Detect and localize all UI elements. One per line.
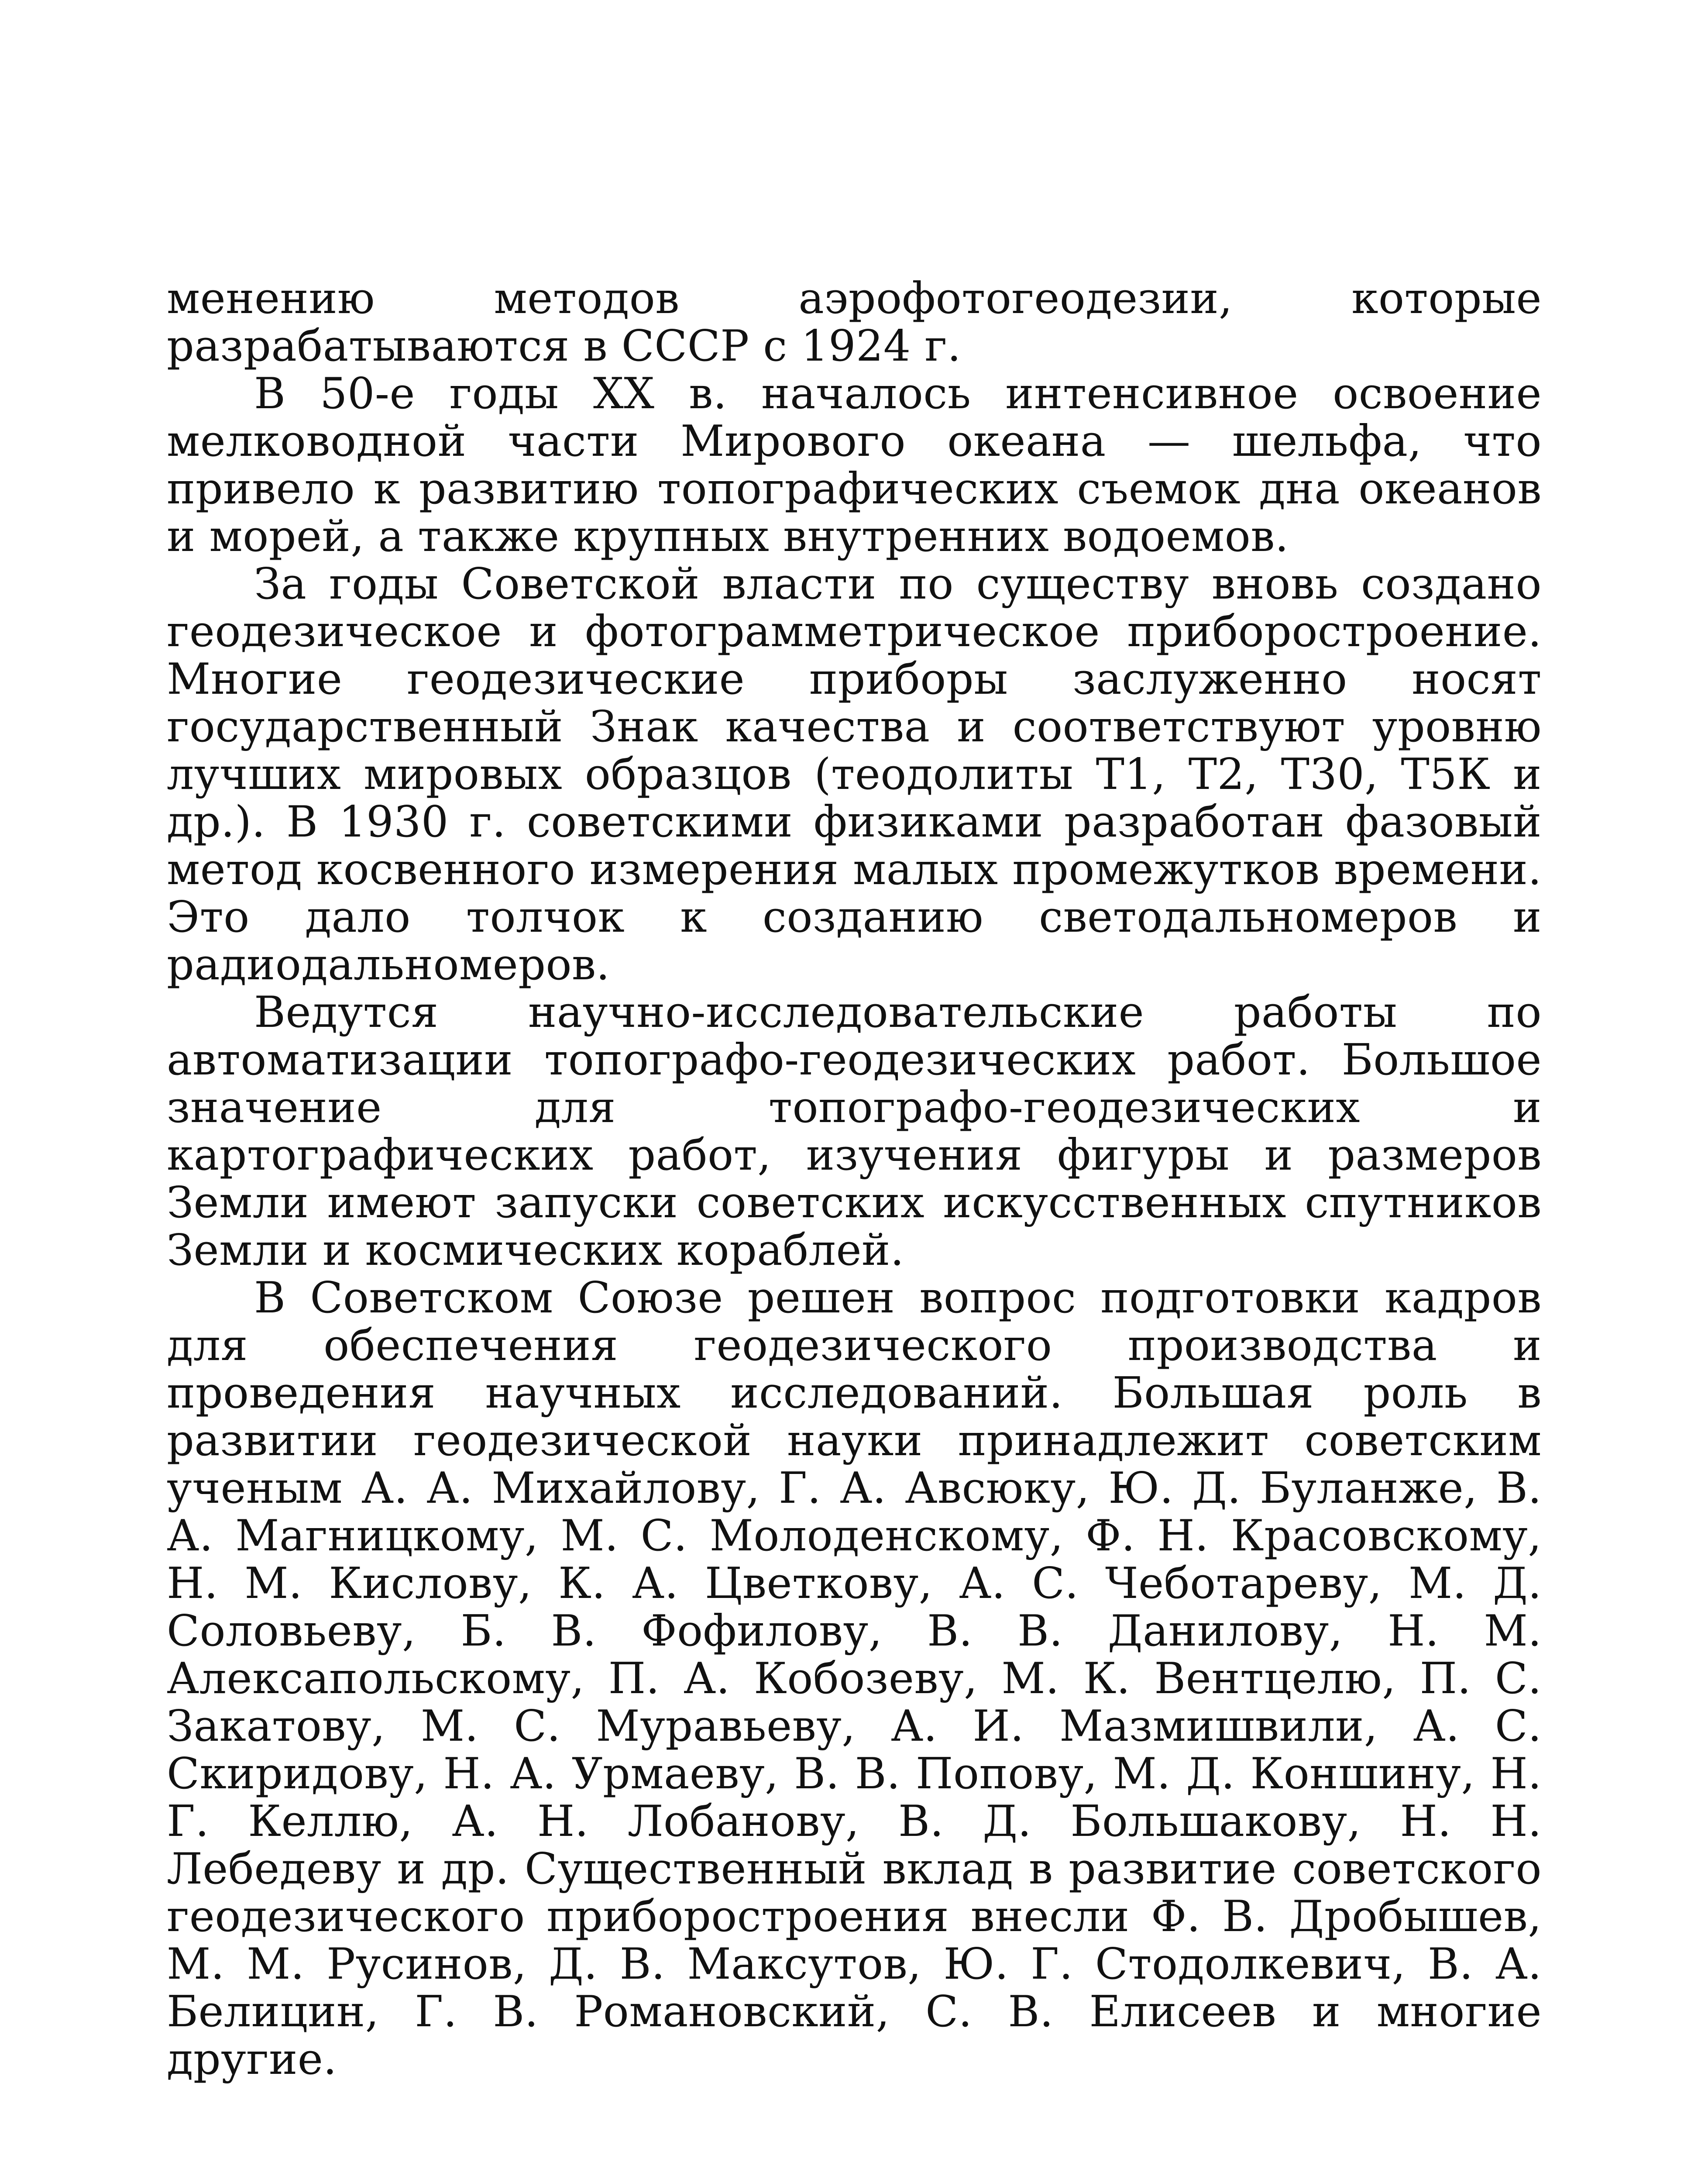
paragraph-continuation: менению методов аэрофотогеодезии, которые разрабатываются в СССР с 1924 г. xyxy=(167,274,1542,371)
paragraph-scientists: В Советском Союзе решен вопрос подготовки кадров для обеспечения геодезического производства и проведения научных исследований. Большая роль в развитии геодезической науки принадлежит советским ученым А. А. Михайлову, Г. А. Авсюку, Ю. Д. Буланже, В. А. Магницкому, М. С. Молоденскому, Ф. Н. Красовскому, Н. М. Кислову, К. А. Цветкову, А. С. Чеботареву, М. Д. Соловьеву, Б. В. Фофилову, В. В. Данилову, Н. М. Алексапольскому, П. А. Кобозеву, М. К. Вентцелю, П. С. Закатову, М. С. Муравьеву, А. И. Мазмишвили, А. С. Скиридову, Н. А. Урмаеву, В. В. Попову, М. Д. Коншину, Н. Г. Келлю, А. Н. Лобанову, В. Д. Большакову, Н. Н. Лебедеву и др. Существенный вклад в развитие советского геодезического приборостроения внесли Ф. В. Дробышев, М. М. Русинов, Д. В. Максутов, Ю. Г. Стодолкевич, В. А. Белицин, Г. В. Романовский, С. В. Елисеев и многие другие. xyxy=(167,1273,1542,2084)
paragraph-shelf-surveys: В 50-е годы XX в. началось интенсивное освоение мелководной части Мирового океана — шельфа, что привело к развитию топографических съемок дна океанов и морей, а также крупных внутренних водоемов. xyxy=(167,369,1542,561)
body-text xyxy=(167,275,1542,2083)
paragraph-automation-research: Ведутся научно-исследовательские работы по автоматизации топографо-геодезических работ. Большое значение для топографо-геодезических и картографических работ, изучения фигуры и размеров Земли имеют запуски советских искусственных спутников Земли и космических кораблей. xyxy=(167,988,1542,1275)
paragraph-instrument-making: За годы Советской власти по существу вновь создано геодезическое и фотограмметрическое приборостроение. Многие геодезические приборы заслуженно носят государственный Знак качества и соответствуют уровню лучших мировых образцов (теодолиты Т1, Т2, Т30, Т5К и др.). В 1930 г. советскими физиками разработан фазовый метод косвенного измерения малых промежутков времени. Это дало толчок к созданию светодальномеров и радиодальномеров. xyxy=(167,559,1542,990)
